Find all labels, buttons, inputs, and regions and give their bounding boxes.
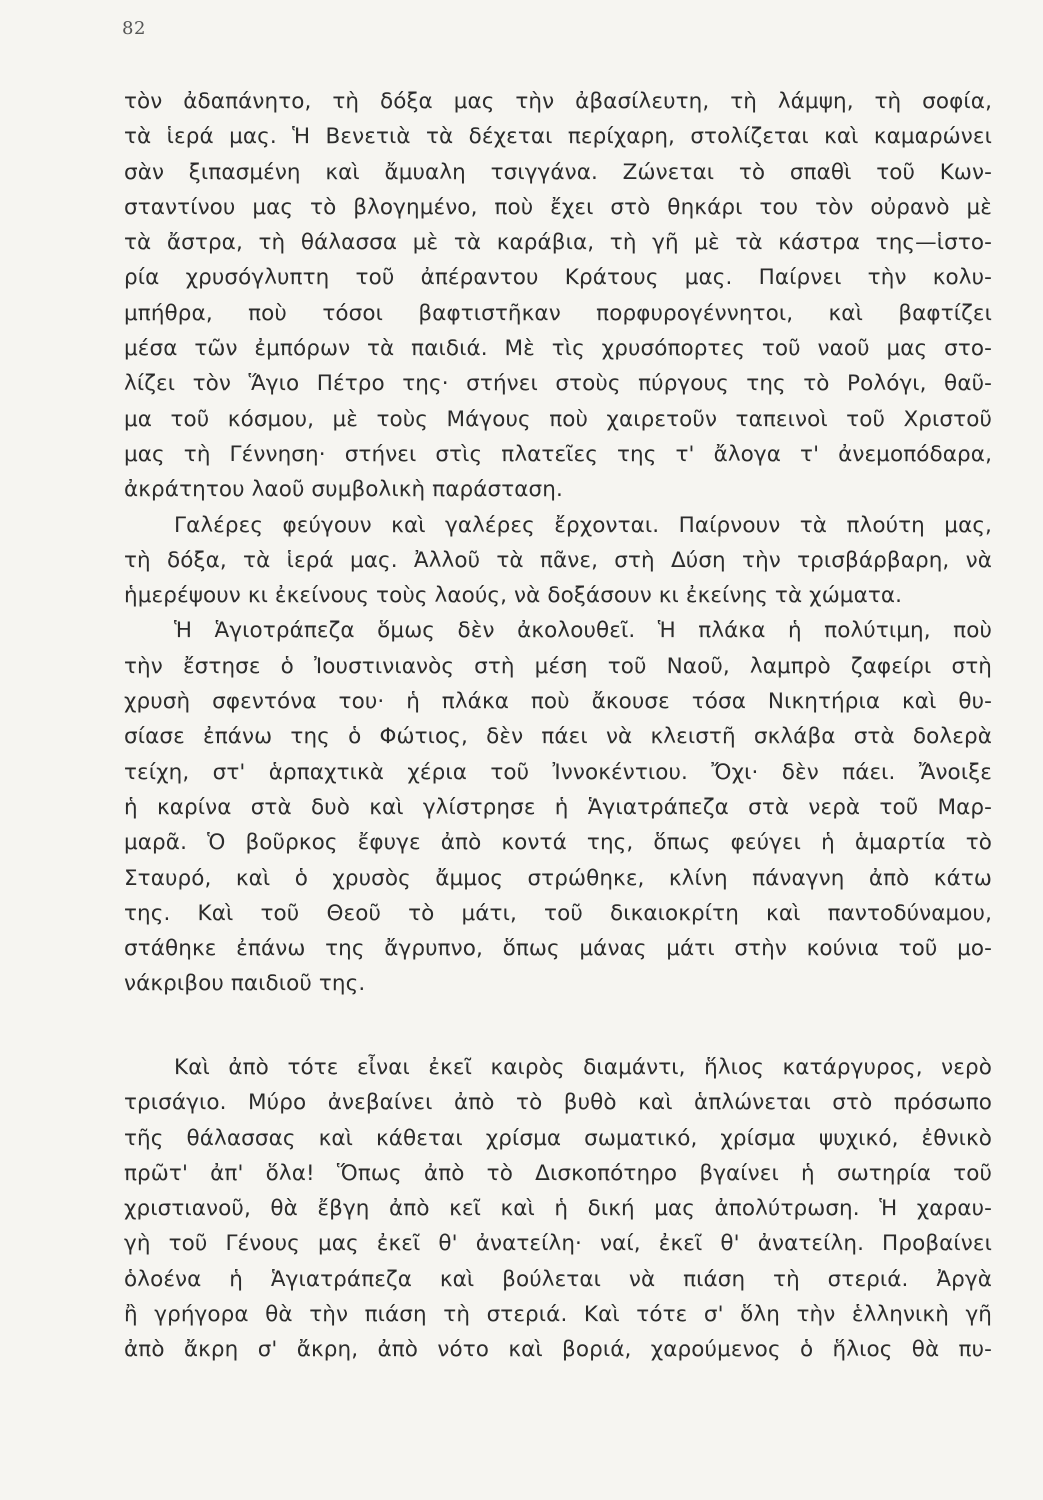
text-line: ὁλοένα ἡ Ἁγιατράπεζα καὶ βούλεται νὰ πιάση τὴ στεριά. Ἀργὰ	[124, 1266, 992, 1292]
text-line: σὰν ξιπασμένη καὶ ἄμυαλη τσιγγάνα. Ζώνεται τὸ σπαθὶ τοῦ Κων-	[124, 159, 992, 185]
text-line: μπήθρα, ποὺ τόσοι βαφτιστῆκαν πορφυρογέννητοι, καὶ βαφτίζει	[124, 300, 992, 326]
text-line: σταντίνου μας τὸ βλογημένο, ποὺ ἔχει στὸ θηκάρι του τὸν οὐρανὸ μὲ	[124, 194, 992, 220]
page-number: 82	[122, 18, 146, 39]
text-line: ἢ γρήγορα θὰ τὴν πιάση τὴ στεριά. Καὶ τότε σ' ὅλη τὴν ἑλληνικὴ γῆ	[124, 1302, 992, 1328]
text-line: τῆς θάλασσας καὶ κάθεται χρίσμα σωματικό, χρίσμα ψυχικό, ἐθνικὸ	[124, 1125, 992, 1151]
text-line: γὴ τοῦ Γένους μας ἐκεῖ θ' ἀνατείλη· ναί, ἐκεῖ θ' ἀνατείλη. Προβαίνει	[124, 1231, 992, 1257]
text-line: στάθηκε ἐπάνω της ἄγρυπνο, ὅπως μάνας μάτι στὴν κούνια τοῦ μο-	[124, 936, 992, 962]
text-block-upper	[124, 84, 992, 1002]
text-line: λίζει τὸν Ἅγιο Πέτρο της· στήνει στοὺς πύργους της τὸ Ρολόγι, θαῦ-	[124, 371, 992, 397]
text-line: ρία χρυσόγλυπτη τοῦ ἀπέραντου Κράτους μας. Παίρνει τὴν κολυ-	[124, 265, 992, 291]
text-line: Ἡ Ἁγιοτράπεζα ὅμως δὲν ἀκολουθεῖ. Ἡ πλάκα ἡ πολύτιμη, ποὺ	[174, 618, 992, 644]
text-line: ἡ καρίνα στὰ δυὸ καὶ γλίστρησε ἡ Ἁγιατράπεζα στὰ νερὰ τοῦ Μαρ-	[124, 794, 992, 820]
text-line: πρῶτ' ἀπ' ὅλα! Ὅπως ἀπὸ τὸ Δισκοπότηρο βγαίνει ἡ σωτηρία τοῦ	[124, 1160, 992, 1186]
text-line: τὰ ἄστρα, τὴ θάλασσα μὲ τὰ καράβια, τὴ γῆ μὲ τὰ κάστρα της—ἱστο-	[124, 230, 992, 256]
text-line: τείχη, στ' ἁρπαχτικὰ χέρια τοῦ Ἰννοκέντιου. Ὄχι· δὲν πάει. Ἄνοιξε	[124, 759, 992, 785]
text-line: Σταυρό, καὶ ὁ χρυσὸς ἄμμος στρώθηκε, κλίνη πάναγνη ἀπὸ κάτω	[124, 865, 992, 891]
text-line: τὰ ἱερά μας. Ἡ Βενετιὰ τὰ δέχεται περίχαρη, στολίζεται καὶ καμαρώνει	[124, 124, 992, 150]
text-line: τὴ δόξα, τὰ ἱερά μας. Ἀλλοῦ τὰ πᾶνε, στὴ Δύση τὴν τρισβάρβαρη, νὰ	[124, 547, 992, 573]
text-line: τρισάγιο. Μύρο ἀνεβαίνει ἀπὸ τὸ βυθὸ καὶ ἁπλώνεται στὸ πρόσωπο	[124, 1090, 992, 1116]
text-line: της. Καὶ τοῦ Θεοῦ τὸ μάτι, τοῦ δικαιοκρίτη καὶ παντοδύναμου,	[124, 900, 992, 926]
text-line: Γαλέρες φεύγουν καὶ γαλέρες ἔρχονται. Παίρνουν τὰ πλούτη μας,	[174, 512, 992, 538]
text-line: χρυσὴ σφεντόνα του· ἡ πλάκα ποὺ ἄκουσε τόσα Νικητήρια καὶ θυ-	[124, 689, 992, 715]
text-line: τὸν ἀδαπάνητο, τὴ δόξα μας τὴν ἀβασίλευτη, τὴ λάμψη, τὴ σοφία,	[124, 89, 992, 114]
text-line: τὴν ἔστησε ὁ Ἰουστινιανὸς στὴ μέση τοῦ Ναοῦ, λαμπρὸ ζαφείρι στὴ	[124, 653, 992, 679]
text-line: ἀκράτητου λαοῦ συμβολικὴ παράσταση.	[124, 477, 563, 503]
text-line: ἀπὸ ἄκρη σ' ἄκρη, ἀπὸ νότο καὶ βοριά, χαρούμενος ὁ ἥλιος θὰ πυ-	[124, 1337, 992, 1363]
text-line: νάκριβου παιδιοῦ της.	[124, 971, 366, 997]
text-line: μας τὴ Γέννηση· στήνει στὶς πλατεῖες της τ' ἄλογα τ' ἀνεμοπόδαρα,	[124, 441, 992, 467]
text-line: Καὶ ἀπὸ τότε εἶναι ἐκεῖ καιρὸς διαμάντι, ἥλιος κατάργυρος, νερὸ	[174, 1055, 992, 1080]
text-line: μα τοῦ κόσμου, μὲ τοὺς Μάγους ποὺ χαιρετοῦν ταπεινοὶ τοῦ Χριστοῦ	[124, 406, 992, 432]
text-block-lower	[124, 1050, 992, 1368]
text-line: ἡμερέψουν κι ἐκείνους τοὺς λαούς, νὰ δοξάσουν κι ἐκείνης τὰ χώματα.	[124, 583, 903, 609]
text-line: σίασε ἐπάνω της ὁ Φώτιος, δὲν πάει νὰ κλειστῆ σκλάβα στὰ δολερὰ	[124, 724, 992, 750]
text-line: χριστιανοῦ, θὰ ἔβγη ἀπὸ κεῖ καὶ ἡ δική μας ἀπολύτρωση. Ἡ χαραυ-	[124, 1196, 992, 1222]
text-line: μαρᾶ. Ὁ βοῦρκος ἔφυγε ἀπὸ κοντά της, ὅπως φεύγει ἡ ἁμαρτία τὸ	[124, 830, 992, 856]
text-line: μέσα τῶν ἐμπόρων τὰ παιδιά. Μὲ τὶς χρυσόπορτες τοῦ ναοῦ μας στο-	[124, 336, 992, 362]
